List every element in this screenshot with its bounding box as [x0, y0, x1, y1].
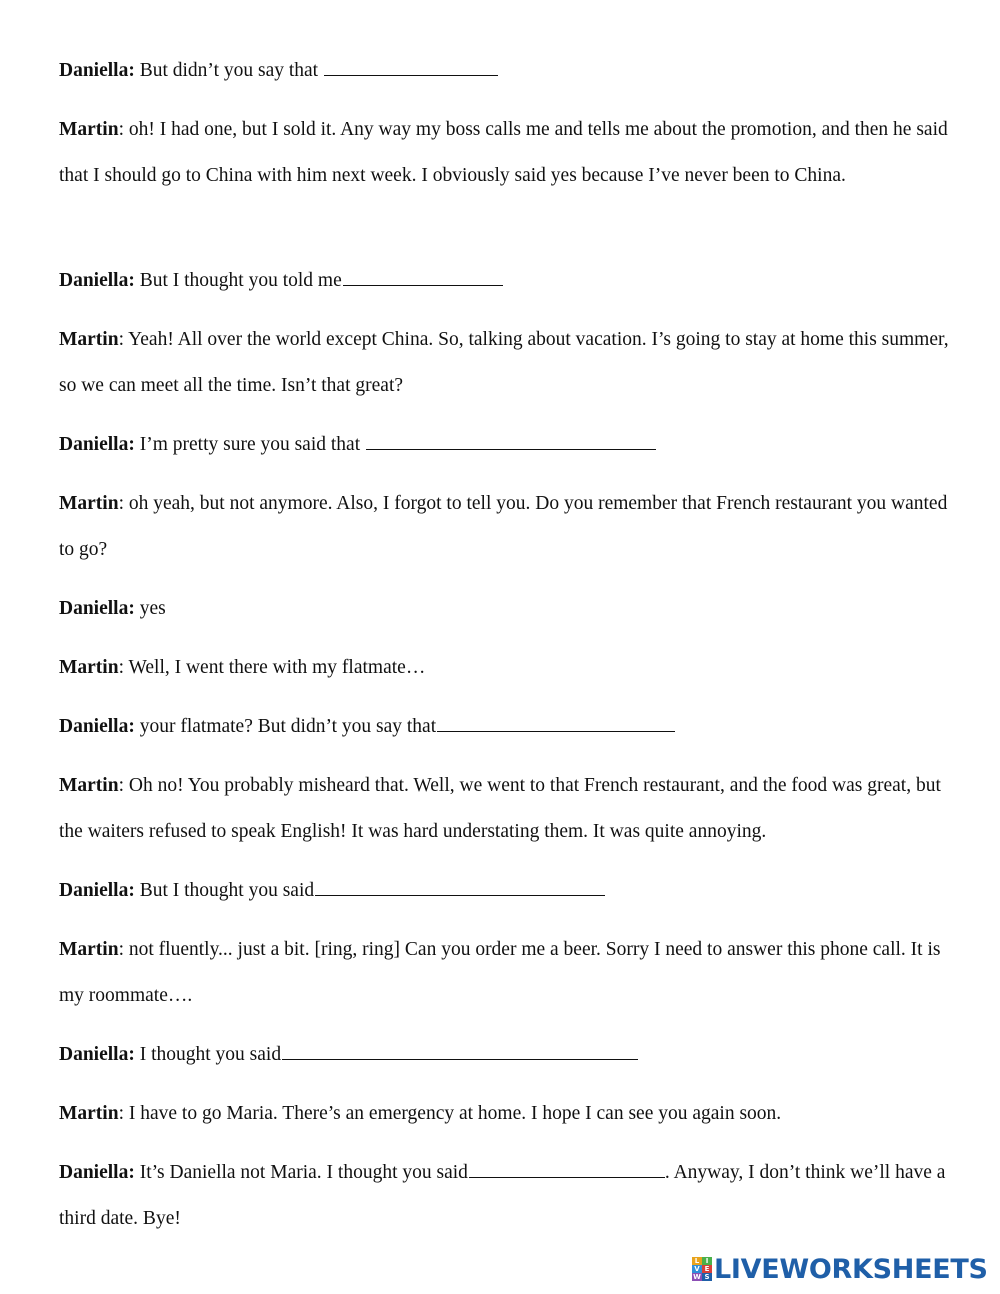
speaker-colon: : — [118, 329, 124, 350]
speaker-name: Daniella: — [59, 1044, 135, 1065]
answer-blank[interactable] — [282, 1041, 638, 1060]
speaker-name: Martin — [59, 657, 119, 678]
dialogue-text: your flatmate? But didn’t you say that — [134, 716, 437, 737]
speaker-name: Daniella: — [59, 598, 135, 619]
speaker-name: Martin — [59, 329, 119, 350]
dialogue-line — [59, 586, 949, 632]
dialogue-line — [59, 927, 949, 1019]
speaker-name: Martin — [59, 1103, 119, 1124]
speaker-name: Daniella: — [59, 716, 135, 737]
dialogue-text: oh! I had one, but I sold it. Any way my boss calls me and tells me about the promotion, and then he said that I should go to China with him next week. I obviously said yes because I’ve never been to China. — [59, 119, 948, 186]
answer-blank[interactable] — [366, 431, 656, 450]
dialogue-text: But I thought you told me — [134, 270, 342, 291]
logo-text: LIVEWORKSHEETS — [714, 1253, 988, 1285]
speaker-name: Daniella: — [59, 60, 135, 81]
dialogue-line — [59, 1150, 949, 1242]
dialogue-line — [59, 422, 949, 468]
dialogue-text: not fluently... just a bit. [ring, ring] Can you order me a beer. Sorry I need to answer this phone call. It is my roommate…. — [59, 939, 941, 1006]
answer-blank[interactable] — [469, 1159, 665, 1178]
dialogue-text-after-blank: . Anyway, I don’t think we’ll have a third date. Bye! — [59, 1162, 946, 1229]
dialogue-line — [59, 258, 949, 304]
speaker-name: Martin — [59, 119, 119, 140]
dialogue-line — [59, 107, 949, 199]
speaker-colon: : — [118, 657, 124, 678]
dialogue-line — [59, 704, 949, 750]
speaker-colon: : — [118, 119, 124, 140]
speaker-name: Martin — [59, 775, 119, 796]
liveworksheets-logo — [692, 1253, 988, 1285]
dialogue-line — [59, 763, 949, 855]
speaker-colon: : — [118, 939, 124, 960]
speaker-colon: : — [118, 493, 124, 514]
dialogue-line — [59, 1091, 949, 1137]
speaker-name: Martin — [59, 493, 119, 514]
dialogue-line — [59, 645, 949, 691]
speaker-name: Daniella: — [59, 434, 135, 455]
speaker-name: Daniella: — [59, 270, 135, 291]
answer-blank[interactable] — [324, 57, 498, 76]
speaker-name: Daniella: — [59, 1162, 135, 1183]
dialogue-text: Yeah! All over the world except China. So, talking about vacation. I’s going to stay at home this summer, so we can meet all the time. Isn’t that great? — [59, 329, 949, 396]
speaker-name: Daniella: — [59, 880, 135, 901]
dialogue-text: yes — [134, 598, 166, 619]
dialogue-text: Well, I went there with my flatmate… — [124, 657, 426, 678]
dialogue-text: I’m pretty sure you said that — [134, 434, 365, 455]
answer-blank[interactable] — [315, 877, 605, 896]
dialogue-line — [59, 48, 949, 94]
dialogue-text: I thought you said — [134, 1044, 282, 1065]
speaker-colon: : — [118, 775, 124, 796]
answer-blank[interactable] — [437, 713, 675, 732]
dialogue-text: It’s Daniella not Maria. I thought you said — [134, 1162, 468, 1183]
dialogue-line — [59, 481, 949, 573]
dialogue-text: But I thought you said — [134, 880, 315, 901]
logo-mark-icon: L I V E W S — [692, 1257, 712, 1281]
dialogue-line — [59, 1032, 949, 1078]
dialogue-line — [59, 317, 949, 409]
answer-blank[interactable] — [343, 267, 503, 286]
dialogue-text: oh yeah, but not anymore. Also, I forgot to tell you. Do you remember that French restaurant you wanted to go? — [59, 493, 948, 560]
dialogue-text: Oh no! You probably misheard that. Well, we went to that French restaurant, and the food was great, but the waiters refused to speak English! It was hard understating them. It was quite annoying. — [59, 775, 941, 842]
dialogue-text: But didn’t you say that — [134, 60, 323, 81]
dialogue-line — [59, 868, 949, 914]
speaker-name: Martin — [59, 939, 119, 960]
dialogue-text: I have to go Maria. There’s an emergency at home. I hope I can see you again soon. — [124, 1103, 782, 1124]
speaker-colon: : — [118, 1103, 124, 1124]
